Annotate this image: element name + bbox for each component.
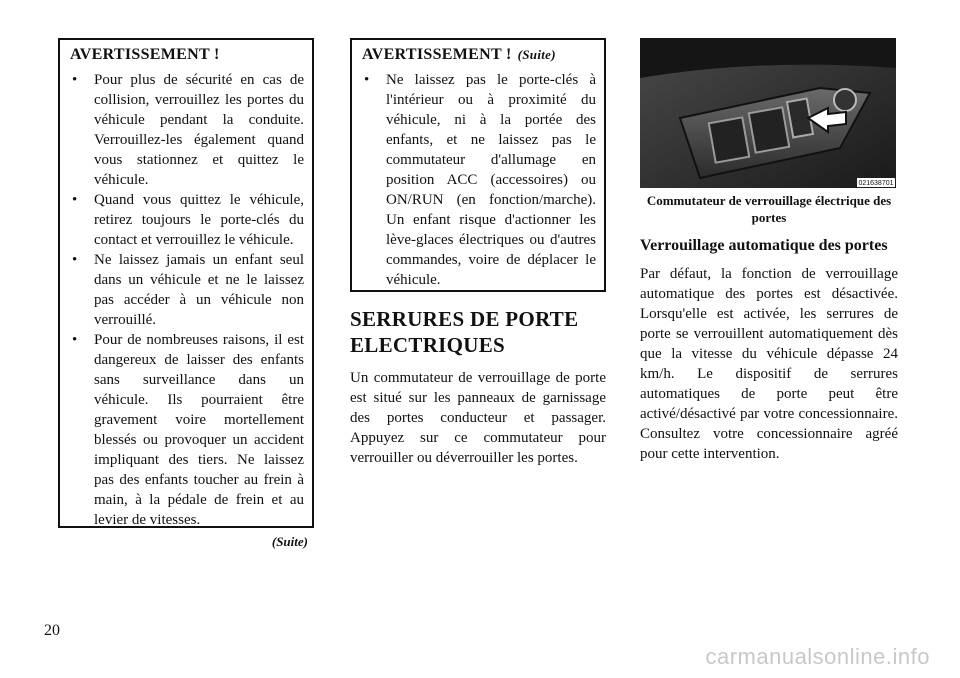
warning-bullet: • Ne laissez pas le porte-clés à l'intérieur ou à proximité du véhicule, ni à la portée des enfants, et ne laissez pas le commutateur d'allumage en position ACC (accessoires) ou ON/RUN (en fonction/marche). Un enfant risque d'actionner les lève-glaces électriques ou d'autres commandes, voire de déplacer le véhicule. bbox=[362, 70, 596, 290]
subheading: Verrouillage automatique des portes bbox=[640, 237, 888, 254]
warning-box bbox=[58, 38, 314, 528]
warning-bullet: • Pour de nombreuses raisons, il est dangereux de laisser des enfants sans surveillance dans un véhicule. Ils pourraient être gravement voire mortellement blessés ou provoquer un accident impliquant des tiers. Ne laissez pas des enfants toucher au frein à main, à la pédale de frein et au levier de vitesses. bbox=[70, 330, 304, 530]
photo-caption: Commutateur de verrouillage électrique des portes bbox=[646, 193, 892, 225]
section-title: SERRURES DE PORTE ELECTRIQUES bbox=[350, 307, 579, 357]
warning-box-continued bbox=[350, 38, 606, 292]
watermark: carmanualsonline.info bbox=[705, 644, 930, 669]
right-column bbox=[640, 38, 898, 464]
warning-bullet: • Ne laissez jamais un enfant seul dans un véhicule et ne le laissez pas accéder à un véhicule non verrouillé. bbox=[70, 250, 304, 330]
image-code: 021638701 bbox=[858, 180, 894, 187]
door-panel-illustration bbox=[640, 38, 896, 188]
left-column bbox=[58, 38, 314, 550]
right-body: Par défaut, la fonction de verrouillage automatique des portes est désactivée. Lorsqu'elle est activée, les serrures de porte se verrouillent automatiquement dès que la vitesse du véhicule dépasse 24 km/h. Le dispositif de serrures automatiques de porte peut être activé/désactivé par votre concessionnaire. Consultez votre concessionnaire agréé pour cette intervention. bbox=[640, 266, 898, 462]
warning-list bbox=[362, 70, 596, 290]
door-switch-photo bbox=[640, 38, 896, 188]
section-body: Un commutateur de verrouillage de porte est situé sur les panneaux de garnissage des portes conducteur et passager. Appuyez sur ce commutateur pour verrouiller ou déverrouiller les portes. bbox=[350, 370, 606, 466]
warning-bullet: • Quand vous quittez le véhicule, retirez toujours le porte-clés du contact et verrouillez le véhicule. bbox=[70, 190, 304, 250]
warning-title: AVERTISSEMENT ! bbox=[70, 46, 220, 63]
page-number: 20 bbox=[44, 622, 60, 639]
continued-label: (Suite) bbox=[271, 534, 308, 549]
warning-list bbox=[70, 70, 304, 530]
warning-title-text: AVERTISSEMENT ! bbox=[362, 46, 512, 63]
warning-bullet: • Pour plus de sécurité en cas de collision, verrouillez les portes du véhicule pendant la conduite. Verrouillez-les également quand vous stationnez et quittez le véhicule. bbox=[70, 70, 304, 190]
middle-column bbox=[350, 38, 606, 468]
warning-suite-label: (Suite) bbox=[517, 47, 556, 62]
warning-title bbox=[362, 46, 596, 64]
